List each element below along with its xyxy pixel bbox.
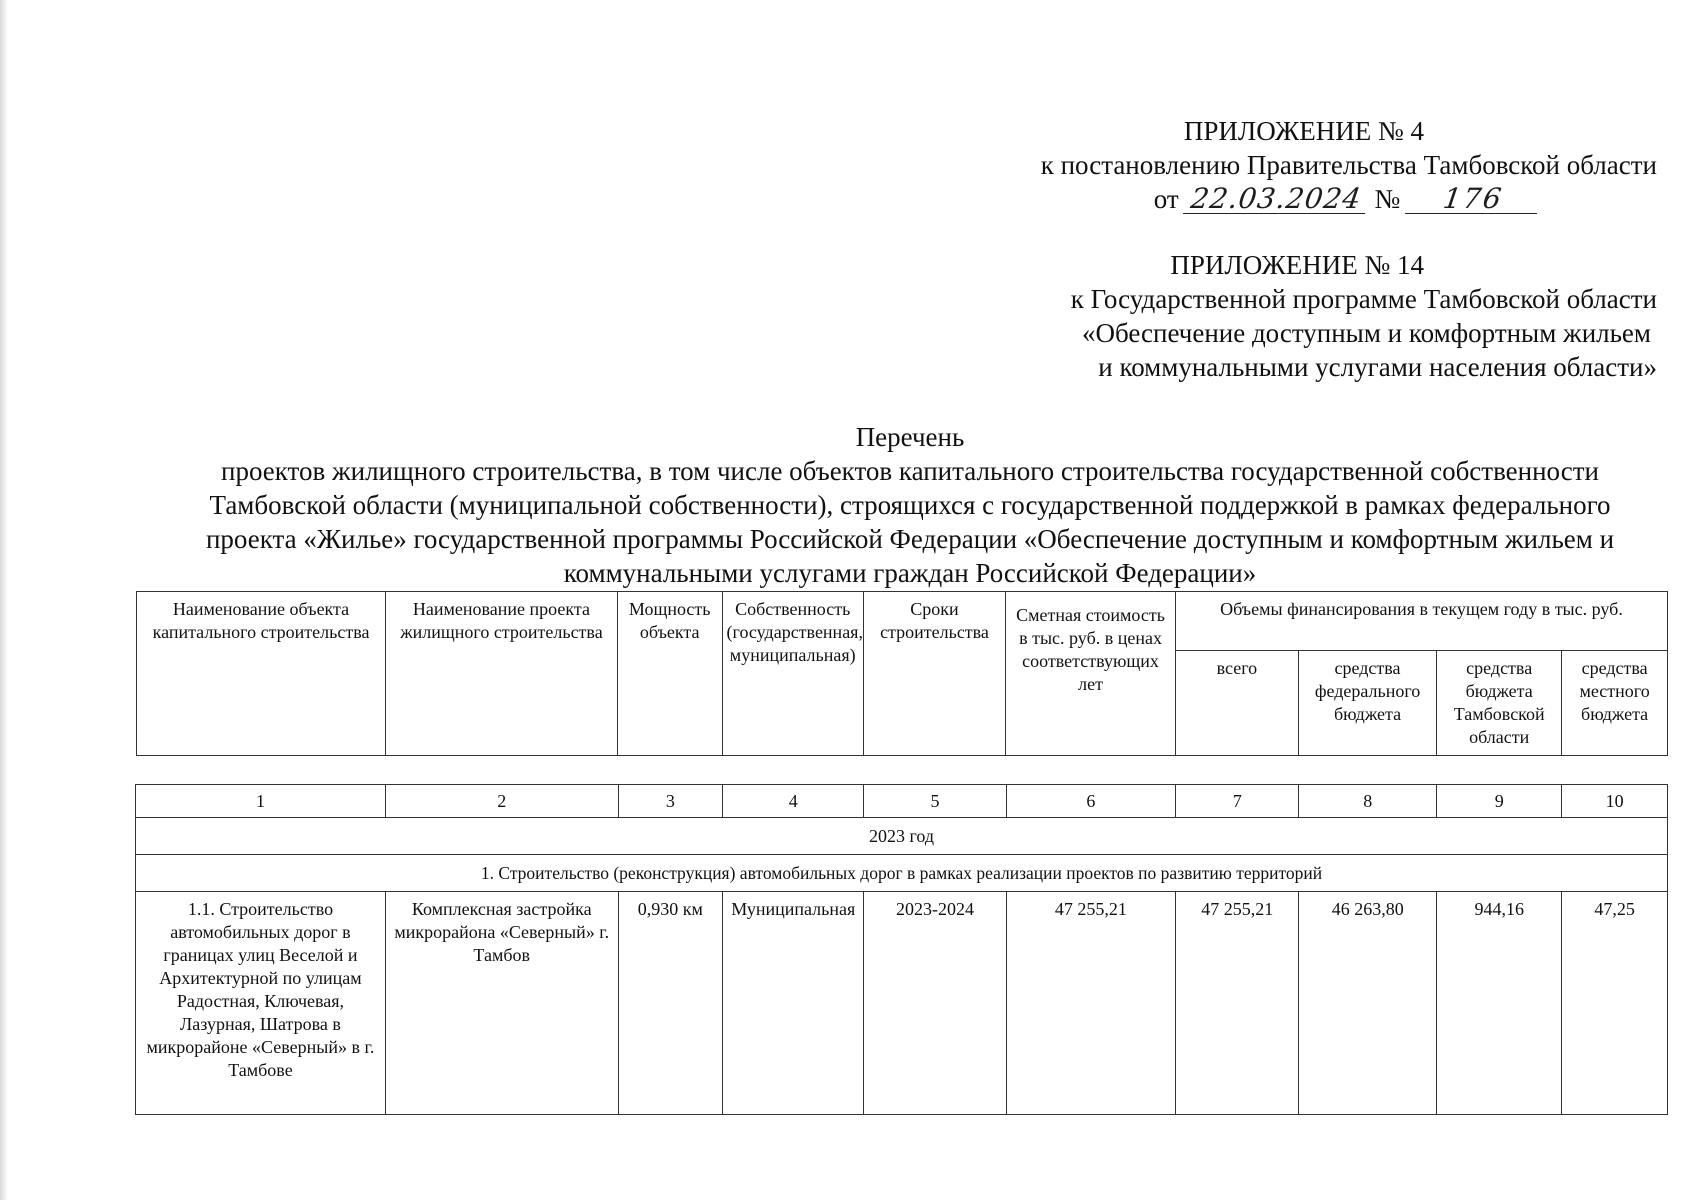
header-local: средства местного бюджета	[1562, 651, 1668, 756]
heading-line-4: коммунальными услугами граждан Российской Федерации»	[563, 558, 1257, 588]
appendix-4-block	[1041, 114, 1657, 216]
col-number: 5	[864, 785, 1006, 818]
appendix-14-line-1: к Государственной программе Тамбовской области	[1070, 284, 1657, 314]
cell-capacity: 0,930 км	[618, 892, 723, 1115]
section-label: 1. Строительство (реконструкция) автомобильных дорог в рамках реализации проектов по развитию территорий	[136, 855, 1668, 892]
header-ownership: Собственность (государственная, муниципальная)	[722, 592, 863, 756]
header-project-name: Наименование проекта жилищного строительства	[386, 592, 618, 756]
cell-project: Комплексная застройка микрорайона «Северный» г. Тамбов	[385, 892, 618, 1115]
col-number: 10	[1562, 785, 1668, 818]
appendix-14-line-2: «Обеспечение доступным и комфортным жильем	[1081, 318, 1651, 348]
header-table	[136, 591, 1668, 756]
header-object-name: Наименование объекта капитального строительства	[137, 592, 386, 756]
cell-total: 47 255,21	[1176, 892, 1299, 1115]
heading-line-2: Тамбовской области (муниципальной собственности), строящихся с государственной поддержкой в рамках федерального	[209, 490, 1611, 520]
cell-regional: 944,16	[1437, 892, 1562, 1115]
data-table	[135, 784, 1668, 1115]
cell-federal: 46 263,80	[1299, 892, 1437, 1115]
appendix-14-block	[1071, 248, 1657, 384]
heading-title: Перечень	[855, 422, 965, 452]
col-number: 3	[618, 785, 723, 818]
scan-edge	[0, 0, 8, 1200]
year-row	[136, 818, 1668, 855]
section-row	[136, 855, 1668, 892]
heading-line-3: проекта «Жилье» государственной программы Российской Федерации «Обеспечение доступным и комфортным жильем и	[205, 524, 1615, 554]
year-label: 2023 год	[136, 818, 1668, 855]
header-total: всего	[1175, 651, 1298, 756]
cell-ownership: Муниципальная	[723, 892, 864, 1115]
date-prefix: от	[1153, 184, 1179, 214]
heading-line-1: проектов жилищного строительства, в том числе объектов капитального строительства государственной собственности	[221, 456, 1599, 486]
col-number: 4	[723, 785, 864, 818]
header-regional: средства бюджета Тамбовской области	[1437, 651, 1562, 756]
appendix-4-decree-line: к постановлению Правительства Тамбовской области	[1040, 150, 1657, 180]
document-heading	[150, 420, 1670, 590]
appendix-4-title: ПРИЛОЖЕНИЕ № 4	[1183, 116, 1424, 146]
col-number: 6	[1006, 785, 1176, 818]
cell-period: 2023-2024	[864, 892, 1006, 1115]
header-period: Сроки строительства	[863, 592, 1005, 756]
appendix-4-date-line	[1154, 182, 1539, 216]
col-number: 1	[136, 785, 386, 818]
header-financing-group: Объемы финансирования в текущем году в тыс. руб.	[1175, 592, 1667, 651]
number-prefix: №	[1374, 184, 1401, 214]
cell-estimate: 47 255,21	[1006, 892, 1176, 1115]
header-federal: средства федерального бюджета	[1298, 651, 1436, 756]
column-number-row	[136, 785, 1668, 818]
col-number: 8	[1299, 785, 1437, 818]
header-capacity: Мощность объекта	[617, 592, 722, 756]
handwritten-date: 22.03.2024	[1183, 185, 1369, 214]
cell-local: 47,25	[1562, 892, 1668, 1115]
cell-object: 1.1. Строительство автомобильных дорог в границах улиц Веселой и Архитектурной по улицам Радостная, Ключевая, Лазурная, Шатрова в микрорайоне «Северный» в г. Тамбове	[136, 892, 386, 1115]
table-row	[136, 892, 1668, 1115]
appendix-14-line-3: и коммунальными услугами населения области»	[1098, 352, 1657, 382]
col-number: 9	[1437, 785, 1562, 818]
col-number: 2	[385, 785, 618, 818]
header-estimate: Сметная стоимость в тыс. руб. в ценах соответствующих лет	[1006, 592, 1176, 756]
appendix-14-title: ПРИЛОЖЕНИЕ № 14	[1170, 250, 1424, 280]
col-number: 7	[1176, 785, 1299, 818]
handwritten-number: 176	[1405, 185, 1541, 214]
